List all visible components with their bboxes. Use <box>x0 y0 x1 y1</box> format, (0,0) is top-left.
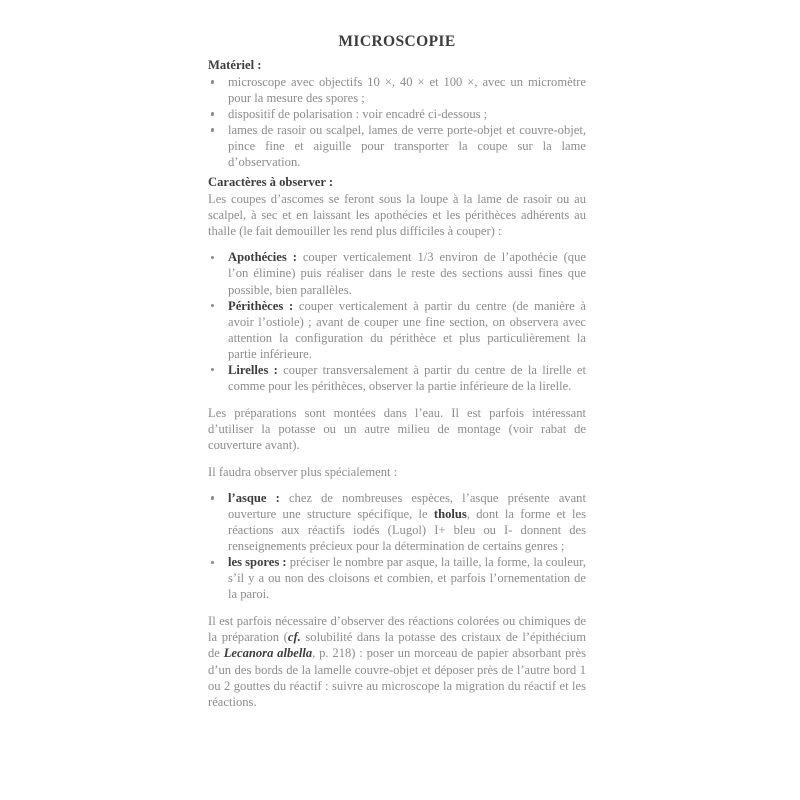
list-item-text-after: , dont la forme et les réactions aux réactifs iodés (Lugol) I+ bleu ou I- donnent des renseignements précieux pour la détermination de certains genres ; <box>228 507 586 554</box>
caracteres-intro-paragraph: Les coupes d’ascomes se feront sous la loupe à la lame de rasoir ou au scalpel, à sec et en laissant les apothécies et les périthèces adhérents au thalle (le fait demouiller les rend plus difficiles à couper) : <box>208 192 586 239</box>
list-item-separator: : <box>283 298 299 313</box>
list-item-separator: : <box>279 555 290 570</box>
list-item <box>208 362 586 394</box>
species-name: Lecanora albella <box>223 646 313 661</box>
bullet-dot-icon <box>211 304 214 307</box>
list-item <box>208 554 586 602</box>
emphasized-term-tholus: tholus <box>433 507 467 522</box>
list-item-text: couper verticalement 1/3 environ de l’apothécie (que l’on élimine) puis réaliser dans le reste des sections aussi fines que possible, bien parallèles. <box>228 250 586 297</box>
list-item <box>208 298 586 362</box>
observer-list <box>208 490 586 602</box>
list-item-text: couper verticalement à partir du centre (de manière à avoir l’ostiole) ; avant de couper une fine section, on observera avec attention la configuration du périthèce et plus particulièrement la partie inférieure. <box>228 298 587 361</box>
reactions-paragraph <box>208 613 586 709</box>
document-page <box>208 0 586 710</box>
list-item <box>208 74 586 106</box>
preparations-paragraph: Les préparations sont montées dans l’eau. Il est parfois intéressant d’utiliser la potasse ou un autre milieu de montage (voir rabat de couverture avant). <box>208 405 586 452</box>
list-item-text: microscope avec objectifs 10 ×, 40 × et 100 ×, avec un micromètre pour la mesure des spores ; <box>228 75 586 106</box>
list-item-text: couper transversalement à partir du centre de la lirelle et comme pour les périthèces, observer la partie inférieure de la lirelle. <box>228 362 586 393</box>
list-item <box>208 122 586 170</box>
list-item-lead: Apothécies <box>228 250 287 265</box>
list-item-text: dispositif de polarisation : voir encadré ci-dessous ; <box>228 107 488 122</box>
reactions-text-part2: solubilité dans la potasse des cristaux de l’épithécium de <box>208 630 587 661</box>
observer-intro-paragraph: Il faudra observer plus spécialement : <box>208 464 398 479</box>
page-title: MICROSCOPIE <box>338 33 456 50</box>
list-item <box>208 490 586 554</box>
reactions-text-part3: , p. 218) : poser un morceau de papier absorbant près d’un des bords de la lamelle couvre-objet et déposer près de l’autre bord 1 ou 2 gouttes du réactif : suivre au microscope la migration du réactif et les réactions. <box>208 646 586 709</box>
bullet-dot-icon <box>211 112 214 115</box>
list-item-lead: l’asque <box>228 491 267 506</box>
list-item-separator: : <box>286 250 303 265</box>
list-item-separator: : <box>268 362 284 377</box>
section-heading-caracteres: Caractères à observer : <box>208 175 334 190</box>
list-item-text: lames de rasoir ou scalpel, lames de verre porte-objet et couvre-objet, pince fine et aiguille pour transporter la coupe sur la lame d’observation. <box>228 123 586 170</box>
list-item-lead: les spores <box>228 555 280 570</box>
list-item-lead: Lirelles <box>228 362 269 377</box>
reactions-text-part1: Il est parfois nécessaire d’observer des réactions colorées ou chimiques de la préparation ( <box>208 614 586 645</box>
list-item-lead: Périthèces <box>228 298 284 313</box>
list-item-text-before: chez de nombreuses espèces, l’asque présente avant ouverture une structure spécifique, le <box>228 491 586 522</box>
list-item <box>208 106 586 122</box>
materiel-list <box>208 74 586 170</box>
list-item-separator: : <box>266 491 289 506</box>
bullet-dot-icon <box>211 368 214 371</box>
bullet-dot-icon <box>211 80 214 83</box>
caracteres-list <box>208 249 586 393</box>
bullet-dot-icon <box>211 128 214 131</box>
list-item-text: préciser le nombre par asque, la taille, la forme, la couleur, s’il y a ou non des cloisons et combien, et parfois l’ornementation de la paroi. <box>228 555 586 602</box>
cf-abbreviation: cf. <box>287 630 301 645</box>
bullet-dot-icon <box>211 561 214 564</box>
bullet-dot-icon <box>211 496 214 499</box>
list-item <box>208 249 586 297</box>
section-heading-materiel: Matériel : <box>208 58 262 72</box>
bullet-dot-icon <box>211 256 214 259</box>
